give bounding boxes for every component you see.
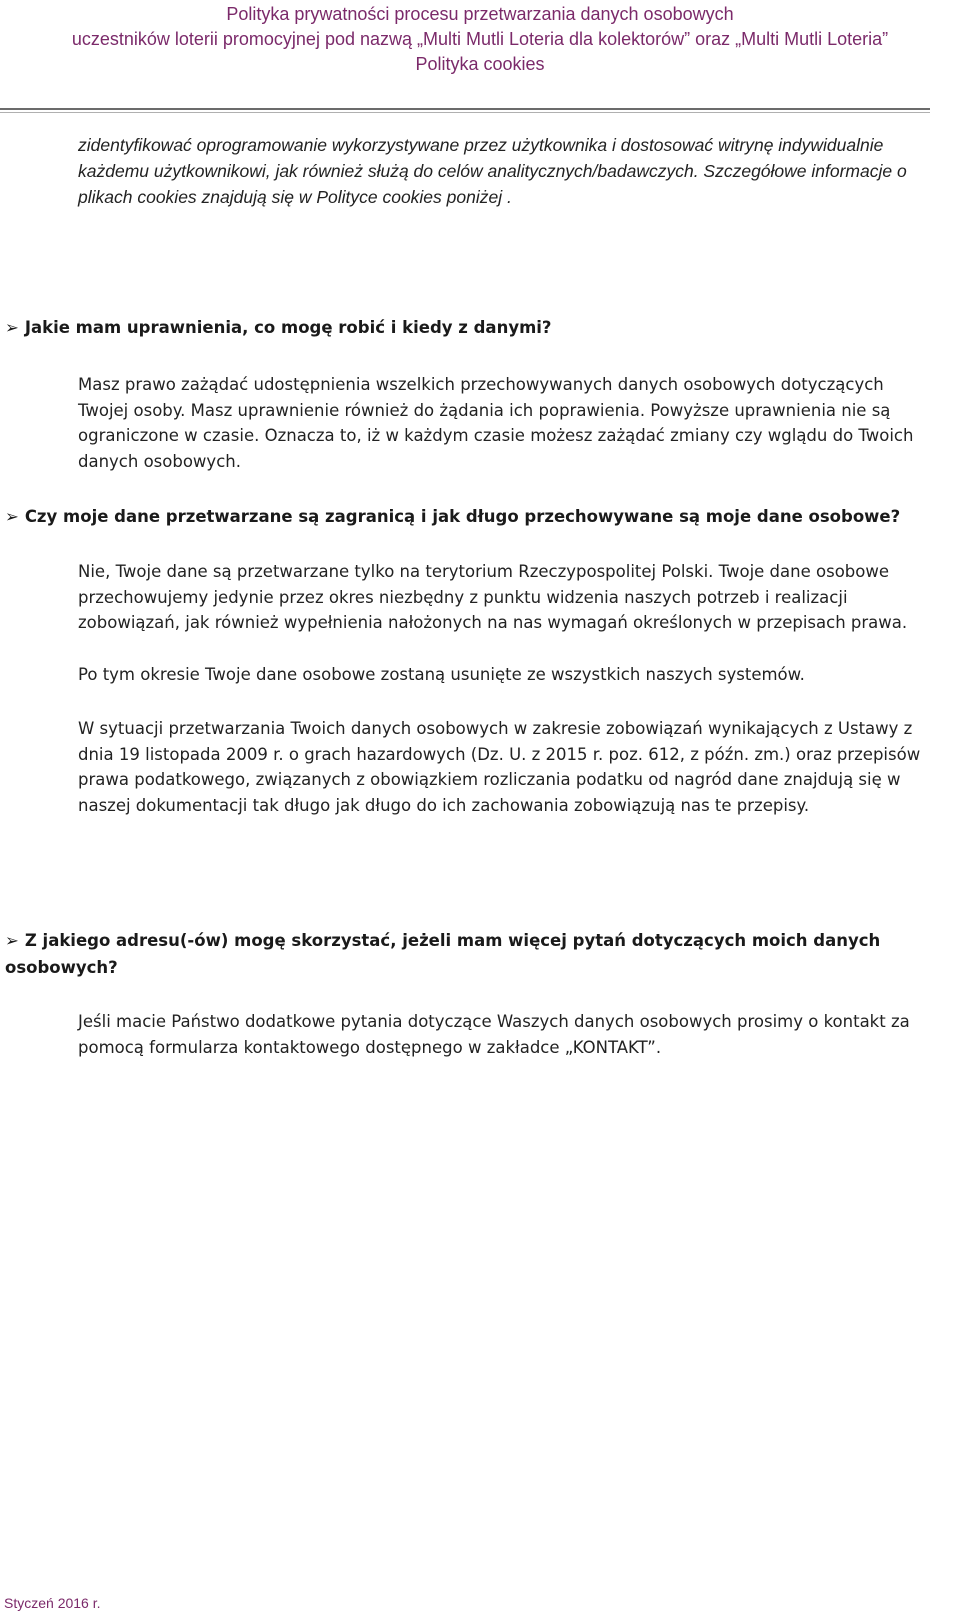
section-paragraph-storage-1: Nie, Twoje dane są przetwarzane tylko na terytorium Rzeczypospolitej Polski. Twoje dane osobowe przechowujemy jedynie przez okres niezbędny z punktu widzenia naszych potrzeb i realizacji zobowiązań, jak również wypełnienia nałożonych na nas wymagań określonych w przepisach prawa. xyxy=(78,562,908,633)
section-paragraph-storage-3: W sytuacji przetwarzania Twoich danych osobowych w zakresie zobowiązań wynikających z Ustawy z dnia 19 listopada 2009 r. o grach hazardowych (Dz. U. z 2015 r. poz. 612, z późn. zm.) oraz przepisów prawa podatkowego, związanych z obowiązkiem rozliczania podatku od nagród dane znajdują się w naszej dokumentacji tak długo jak długo do ich zachowania zobowiązują nas te przepisy. xyxy=(78,719,921,816)
section-heading-storage xyxy=(5,503,925,530)
arrow-bullet-icon: ➢ xyxy=(5,931,19,950)
section-paragraph-storage-2: Po tym okresie Twoje dane osobowe zostaną usunięte ze wszystkich naszych systemów. xyxy=(78,665,805,684)
section-heading-rights xyxy=(5,314,905,341)
arrow-bullet-icon: ➢ xyxy=(5,507,19,526)
intro-paragraph: zidentyfikować oprogramowanie wykorzystywane przez użytkownika i dostosować witrynę indywidualnie każdemu użytkownikowi, jak również służą do celów analitycznych/badawczych. Szczegółowe informacje o plikach cookies znajdują się w Polityce cookies poniżej . xyxy=(78,135,907,207)
section-paragraph-rights: Masz prawo zażądać udostępnienia wszelkich przechowywanych danych osobowych dotyczących Twojej osoby. Masz uprawnienie również do żądania ich poprawienia. Powyższe uprawnienia nie są ograniczone w czasie. Oznacza to, iż w każdym czasie możesz zażądać zmiany czy wglądu do Twoich danych osobowych. xyxy=(78,375,914,472)
section-heading-text: Jakie mam uprawnienia, co mogę robić i kiedy z danymi? xyxy=(24,318,552,337)
header-title-line-1: Polityka prywatności procesu przetwarzania danych osobowych xyxy=(226,4,734,24)
section-paragraph-contact: Jeśli macie Państwo dodatkowe pytania dotyczące Waszych danych osobowych prosimy o kontakt za pomocą formularza kontaktowego dostępnego w zakładce „KONTAKT”. xyxy=(78,1012,910,1057)
section-heading-text: Czy moje dane przetwarzane są zagranicą i jak długo przechowywane są moje dane osobowe? xyxy=(24,507,901,526)
header-title-line-3: Polityka cookies xyxy=(415,54,545,74)
page-header xyxy=(0,0,960,77)
section-heading-contact xyxy=(5,927,885,981)
header-divider-thin xyxy=(0,112,930,113)
section-heading-text: Z jakiego adresu(-ów) mogę skorzystać, jeżeli mam więcej pytań dotyczących moich danych osobowych? xyxy=(5,931,881,977)
footer-date: Styczeń 2016 r. xyxy=(4,1595,101,1611)
arrow-bullet-icon: ➢ xyxy=(5,318,19,337)
header-divider xyxy=(0,108,930,110)
header-title-line-2: uczestników loterii promocyjnej pod nazwą „Multi Mutli Loteria dla kolektorów” oraz „Multi Mutli Loteria” xyxy=(71,29,889,49)
